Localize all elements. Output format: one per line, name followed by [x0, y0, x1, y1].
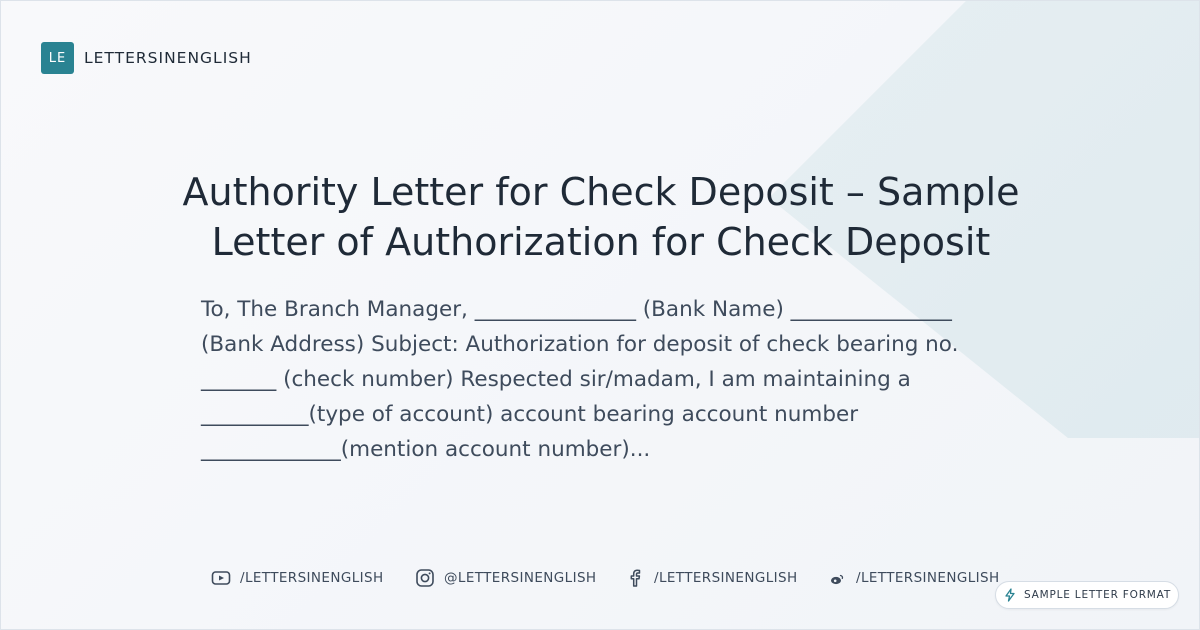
brand-name: LETTERSINENGLISH	[84, 49, 252, 67]
instagram-icon	[415, 568, 435, 588]
social-label: /LETTERSINENGLISH	[856, 570, 1000, 586]
brand-logo: LE	[41, 42, 74, 74]
letter-excerpt: To, The Branch Manager, _______________ (Bank Name) _______________ (Bank Address) Subject: Authorization for deposit of check bearing no. _______ (check number) Respected sir/madam, I am maintaining a __________(type of account) account bearing account number _____________(mention account number)...	[201, 297, 959, 462]
category-badge[interactable]	[995, 581, 1179, 609]
social-link-instagram[interactable]	[415, 568, 596, 588]
social-link-youtube[interactable]	[211, 568, 384, 588]
badge-label: SAMPLE LETTER FORMAT	[1023, 589, 1172, 601]
social-label: /LETTERSINENGLISH	[240, 570, 384, 586]
social-label: @LETTERSINENGLISH	[444, 570, 597, 586]
brand-header[interactable]	[41, 42, 252, 74]
social-label: /LETTERSINENGLISH	[654, 570, 798, 586]
social-link-weibo[interactable]	[827, 568, 1000, 588]
social-link-facebook[interactable]	[625, 568, 798, 588]
facebook-icon	[625, 568, 645, 588]
lightning-icon	[1003, 588, 1017, 602]
page-title: Authority Letter for Check Deposit – Sample Letter of Authorization for Check Deposit	[182, 170, 1020, 264]
youtube-icon	[211, 568, 231, 588]
weibo-icon	[827, 568, 847, 588]
